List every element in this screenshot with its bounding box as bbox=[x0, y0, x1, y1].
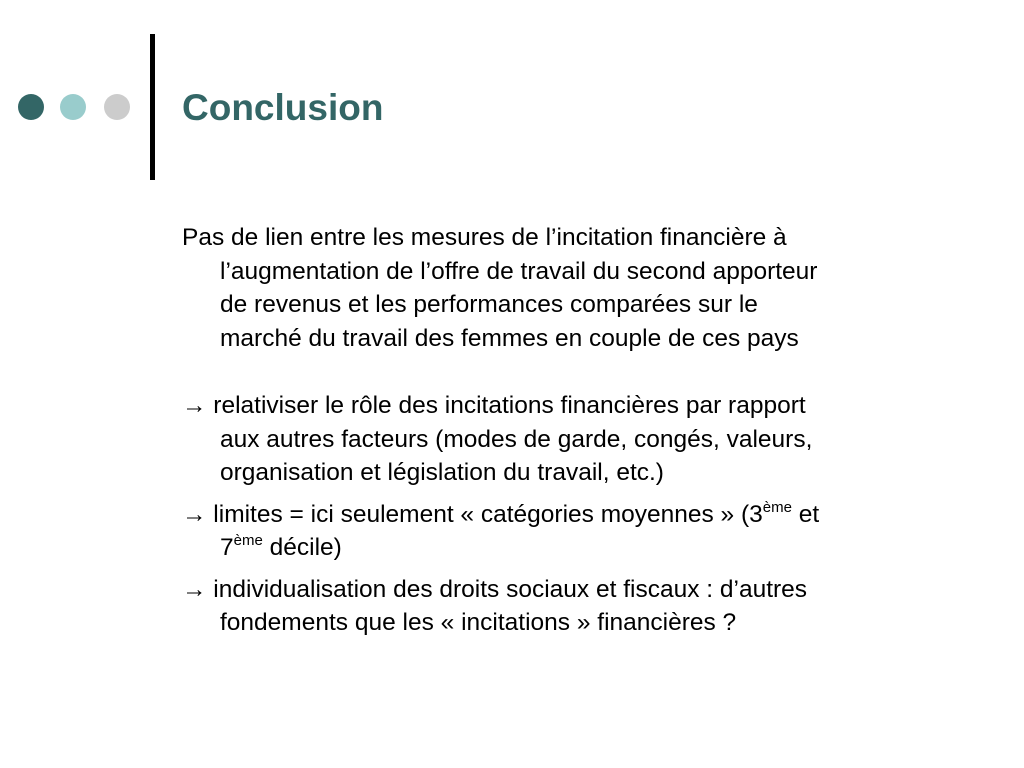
vertical-divider bbox=[150, 34, 155, 180]
line-text: → limites = ici seulement « catégories moyennes » (3 bbox=[182, 500, 763, 528]
paragraph-limites bbox=[182, 498, 942, 565]
paragraph-line bbox=[182, 498, 942, 532]
dark-teal-dot-icon bbox=[18, 94, 44, 120]
paragraph-no-link bbox=[182, 221, 942, 355]
paragraph-line bbox=[182, 531, 942, 565]
paragraph-line: fondements que les « incitations » financières ? bbox=[220, 609, 737, 636]
light-teal-dot-icon bbox=[60, 94, 86, 120]
superscript-eme: ème bbox=[762, 498, 792, 516]
line-text: et bbox=[791, 500, 820, 528]
line-text: décile) bbox=[262, 534, 342, 561]
paragraph-line: organisation et législation du travail, etc.) bbox=[220, 459, 664, 486]
superscript-eme: ème bbox=[233, 532, 263, 549]
slide-title: Conclusion bbox=[182, 87, 384, 128]
paragraph-line: l’augmentation de l’offre de travail du second apporteur bbox=[220, 257, 818, 285]
paragraph-line: aux autres facteurs (modes de garde, congés, valeurs, bbox=[220, 425, 813, 453]
line-text: 7 bbox=[220, 534, 234, 561]
slide-body bbox=[182, 221, 942, 640]
paragraph-line: → relativiser le rôle des incitations financières par rapport bbox=[182, 392, 806, 419]
paragraph-line: Pas de lien entre les mesures de l’incitation financière à bbox=[182, 224, 787, 251]
paragraph-line: de revenus et les performances comparées sur le bbox=[220, 291, 758, 318]
paragraph-line: marché du travail des femmes en couple de ces pays bbox=[220, 324, 799, 352]
paragraph-line: → individualisation des droits sociaux et fiscaux : d’autres bbox=[182, 575, 808, 603]
paragraph-individualisation bbox=[182, 573, 942, 640]
gray-dot-icon bbox=[104, 94, 130, 120]
paragraph-relativiser bbox=[182, 389, 942, 490]
